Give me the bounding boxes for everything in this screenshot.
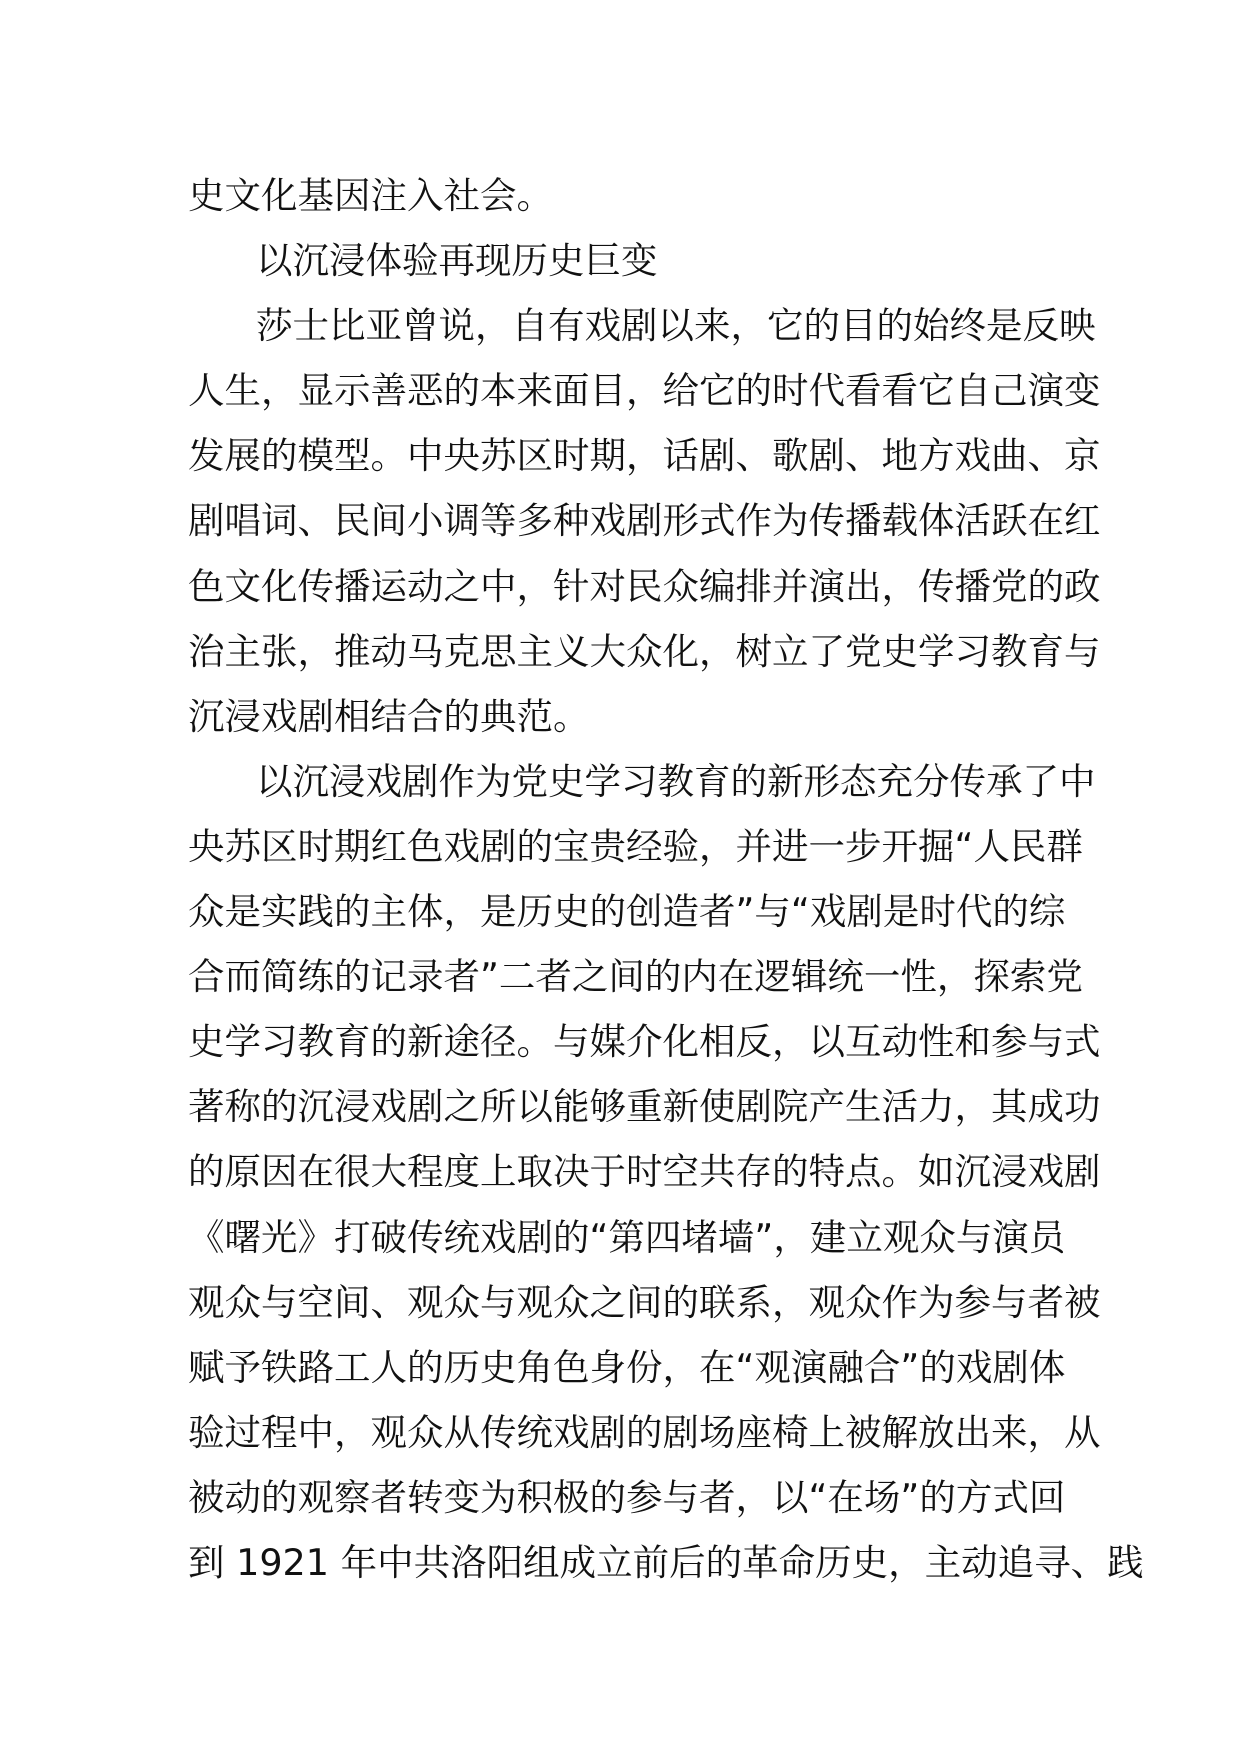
paragraph-line: 史学习教育的新途径。与媒介化相反，以互动性和参与式	[188, 1020, 1101, 1064]
paragraph-line: 观众与空间、观众与观众之间的联系，观众作为参与者被	[188, 1280, 1101, 1324]
paragraph-line: 以沉浸戏剧作为党史学习教育的新形态充分传承了中	[256, 759, 1096, 803]
paragraph-line: 赋予铁路工人的历史角色身份，在“观演融合”的戏剧体	[188, 1345, 1066, 1389]
paragraph-line: 治主张，推动马克思主义大众化，树立了党史学习教育与	[188, 629, 1101, 673]
paragraph-line: 莎士比亚曾说，自有戏剧以来，它的目的始终是反映	[256, 304, 1096, 348]
paragraph-line: 剧唱词、民间小调等多种戏剧形式作为传播载体活跃在红	[188, 499, 1101, 543]
paragraph-line: 众是实践的主体，是历史的创造者”与“戏剧是时代的综	[188, 890, 1066, 934]
paragraph-line: 著称的沉浸戏剧之所以能够重新使剧院产生活力，其成功	[188, 1085, 1101, 1129]
paragraph-end-line: 史文化基因注入社会。	[188, 174, 553, 217]
paragraph-line: 到 1921 年中共洛阳组成立前后的革命历史，主动追寻、践	[188, 1540, 1144, 1584]
paragraph-line: 被动的观察者转变为积极的参与者，以“在场”的方式回	[188, 1475, 1066, 1519]
paragraph-line: 合而简练的记录者”二者之间的内在逻辑统一性，探索党	[188, 955, 1083, 999]
paragraph-line: 《曙光》打破传统戏剧的“第四堵墙”，建立观众与演员	[188, 1215, 1066, 1259]
paragraph-line: 人生，显示善恶的本来面目，给它的时代看看它自己演变	[188, 369, 1101, 413]
paragraph-line: 验过程中，观众从传统戏剧的剧场座椅上被解放出来，从	[188, 1410, 1101, 1454]
body-text	[188, 163, 1144, 1595]
paragraph-line: 央苏区时期红色戏剧的宝贵经验，并进一步开掘“人民群	[188, 824, 1083, 868]
section-heading: 以沉浸体验再现历史巨变	[256, 239, 658, 283]
paragraph-line: 发展的模型。中央苏区时期，话剧、歌剧、地方戏曲、京	[188, 434, 1101, 478]
paragraph-line: 的原因在很大程度上取决于时空共存的特点。如沉浸戏剧	[188, 1150, 1101, 1194]
paragraph-line: 色文化传播运动之中，针对民众编排并演出，传播党的政	[188, 564, 1101, 608]
paragraph-end-line: 沉浸戏剧相结合的典范。	[188, 694, 590, 738]
